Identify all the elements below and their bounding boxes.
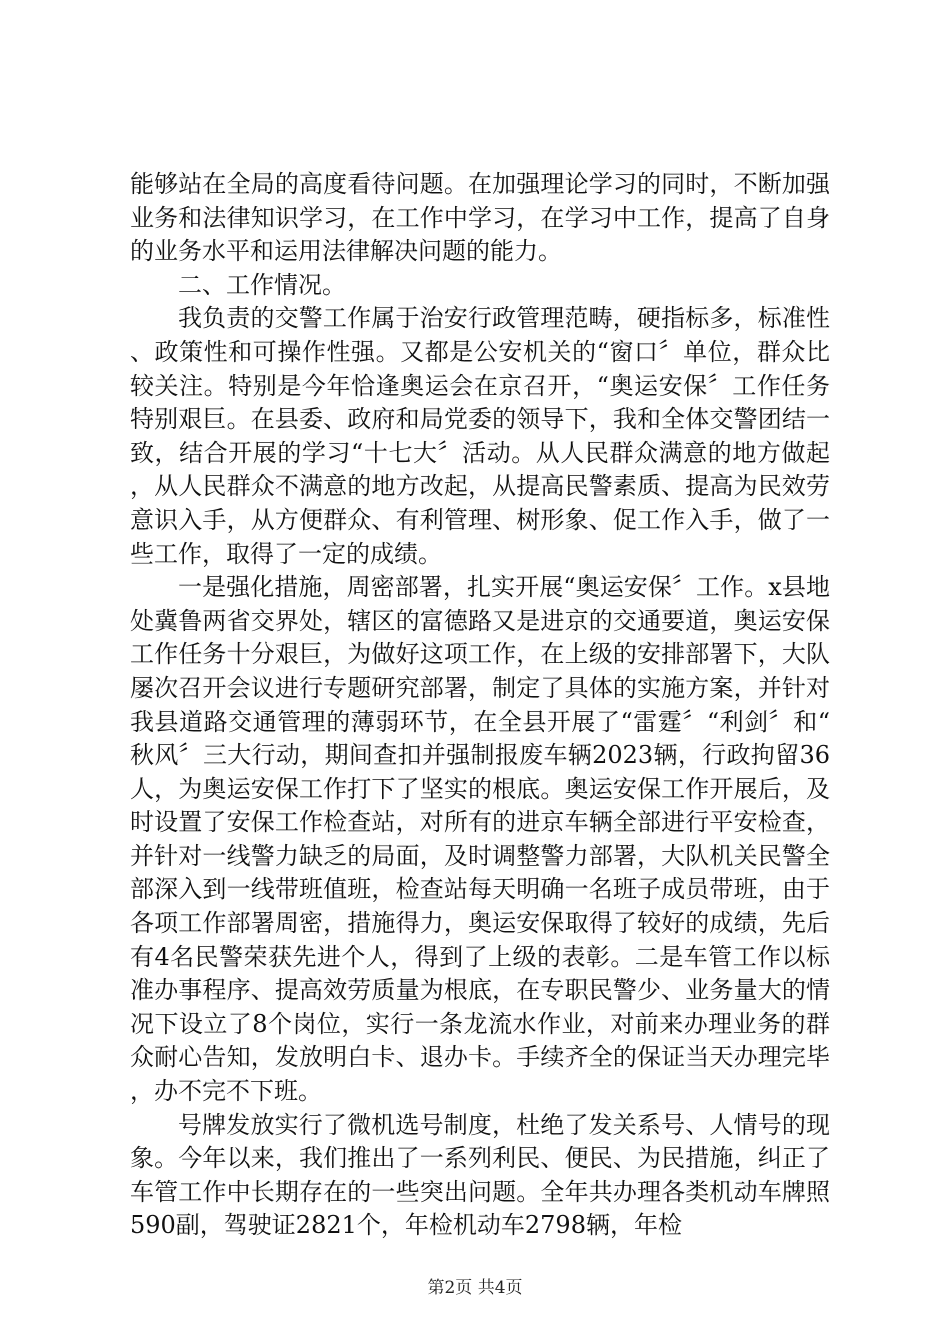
paragraph-olympic-security: 一是强化措施，周密部署，扎实开展“奥运安保〞工作。x县地处冀鲁两省交界处，辖区的富德路又是进京的交通要道，奥运安保工作任务十分艰巨，为做好这项工作，在上级的安排部署下，大队屡次召开会议进行专题研究部署，制定了具体的实施方案，并针对我县道路交通管理的薄弱环节，在全县开展了“雷霆〞“利剑〞和“秋风〞三大行动，期间查扣并强制报废车辆2023辆，行政拘留36人，为奥运安保工作打下了坚实的根底。奥运安保工作开展后，及时设置了安保工作检查站，对所有的进京车辆全部进行平安检查，并针对一线警力缺乏的局面，及时调整警力部署，大队机关民警全部深入到一线带班值班，检查站每天明确一名班子成员带班，由于各项工作部署周密，措施得力，奥运安保取得了较好的成绩，先后有4名民警荣获先进个人，得到了上级的表彰。二是车管工作以标准办事程序、提高效劳质量为根底，在专职民警少、业务量大的情况下设立了8个岗位，实行一条龙流水作业，对前来办理业务的群众耐心告知，发放明白卡、退办卡。手续齐全的保证当天办理完毕，办不完不下班。 (130, 573, 830, 1106)
paragraph-continuation: 能够站在全局的高度看待问题。在加强理论学习的同时，不断加强业务和法律知识学习，在工作中学习，在学习中工作，提高了自身的业务水平和运用法律解决问题的能力。 (130, 170, 830, 266)
paragraph-work-overview: 我负责的交警工作属于治安行政管理范畴，硬指标多，标准性、政策性和可操作性强。又都是公安机关的“窗口〞单位，群众比较关注。特别是今年恰逢奥运会在京召开，“奥运安保〞工作任务特别艰巨。在县委、政府和局党委的领导下，我和全体交警团结一致，结合开展的学习“十七大〞活动。从人民群众满意的地方做起，从人民群众不满意的地方改起，从提高民警素质、提高为民效劳意识入手，从方便群众、有利管理、树形象、促工作入手，做了一些工作，取得了一定的成绩。 (130, 304, 830, 568)
section-heading: 二、工作情况。 (178, 270, 346, 299)
document-body (130, 168, 830, 1243)
page-footer: 第2页 共4页 (427, 1278, 523, 1298)
paragraph-license-plates: 号牌发放实行了微机选号制度，杜绝了发关系号、人情号的现象。今年以来，我们推出了一系列利民、便民、为民措施，纠正了车管工作中长期存在的一些突出问题。全年共办理各类机动车牌照590副，驾驶证2821个，年检机动车2798辆，年检 (130, 1110, 830, 1240)
